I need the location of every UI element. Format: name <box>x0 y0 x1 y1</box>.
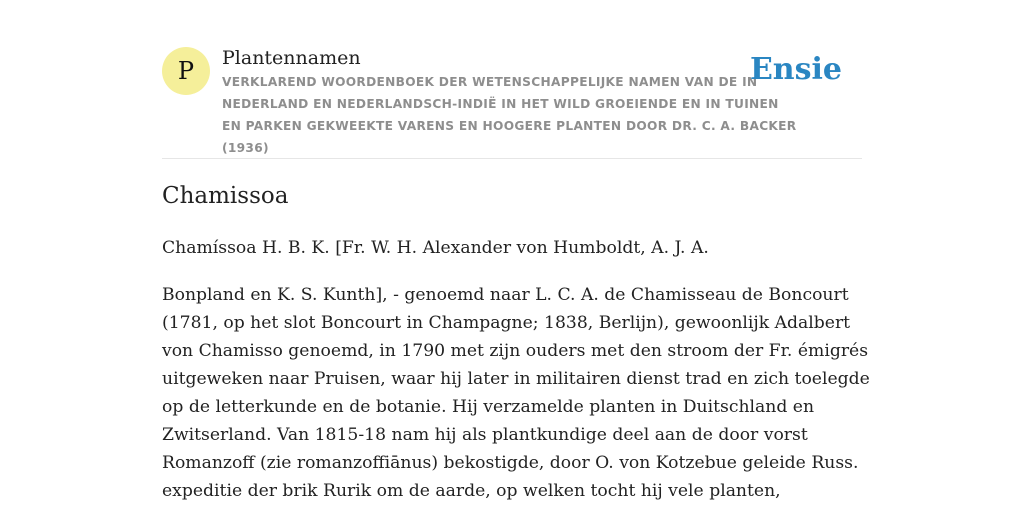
paragraph-line: Romanzoff (zie romanzoffiānus) bekostigde, door O. von Kotzebue geleide Russ. <box>162 453 859 473</box>
dictionary-title-link[interactable]: Plantennamen <box>222 47 361 69</box>
entry-title: Chamissoa <box>162 183 289 209</box>
paragraph-line: von Chamisso genoemd, in 1790 met zijn ouders met den stroom der Fr. émigrés <box>162 341 869 361</box>
paragraph-line: uitgeweken naar Pruisen, waar hij later in militairen dienst trad en zich toelegde <box>162 369 870 389</box>
ensie-logo-link[interactable]: Ensie <box>749 52 842 87</box>
paragraph-line: op de letterkunde en de botanie. Hij verzamelde planten in Duitschland en <box>162 397 815 417</box>
entry-paragraph-2 <box>162 281 870 505</box>
paragraph-line: (1781, op het slot Boncourt in Champagne; 1838, Berlijn), gewoonlijk Adalbert <box>162 313 851 333</box>
dictionary-subtitle: VERKLAREND WOORDENBOEK DER WETENSCHAPPELIJKE NAMEN VAN DE IN NEDERLAND EN NEDERLANDSCH-INDIË IN HET WILD GROEIENDE EN IN TUINEN EN PARKEN GEKWEEKTE VARENS EN HOOGERE PLANTEN DOOR DR. C. A. BACKER (1936) <box>222 75 797 155</box>
entry-paragraph-1: Chamíssoa H. B. K. [Fr. W. H. Alexander von Humboldt, A. J. A. <box>162 238 709 258</box>
paragraph-line: expeditie der brik Rurik om de aarde, op welken tocht hij vele planten, <box>162 481 781 501</box>
paragraph-line: Zwitserland. Van 1815-18 nam hij als plantkundige deel aan de door vorst <box>162 425 808 445</box>
dictionary-avatar[interactable]: P <box>162 47 210 95</box>
dictionary-header <box>162 44 862 159</box>
paragraph-line: Bonpland en K. S. Kunth], - genoemd naar L. C. A. de Chamisseau de Boncourt <box>162 285 849 305</box>
